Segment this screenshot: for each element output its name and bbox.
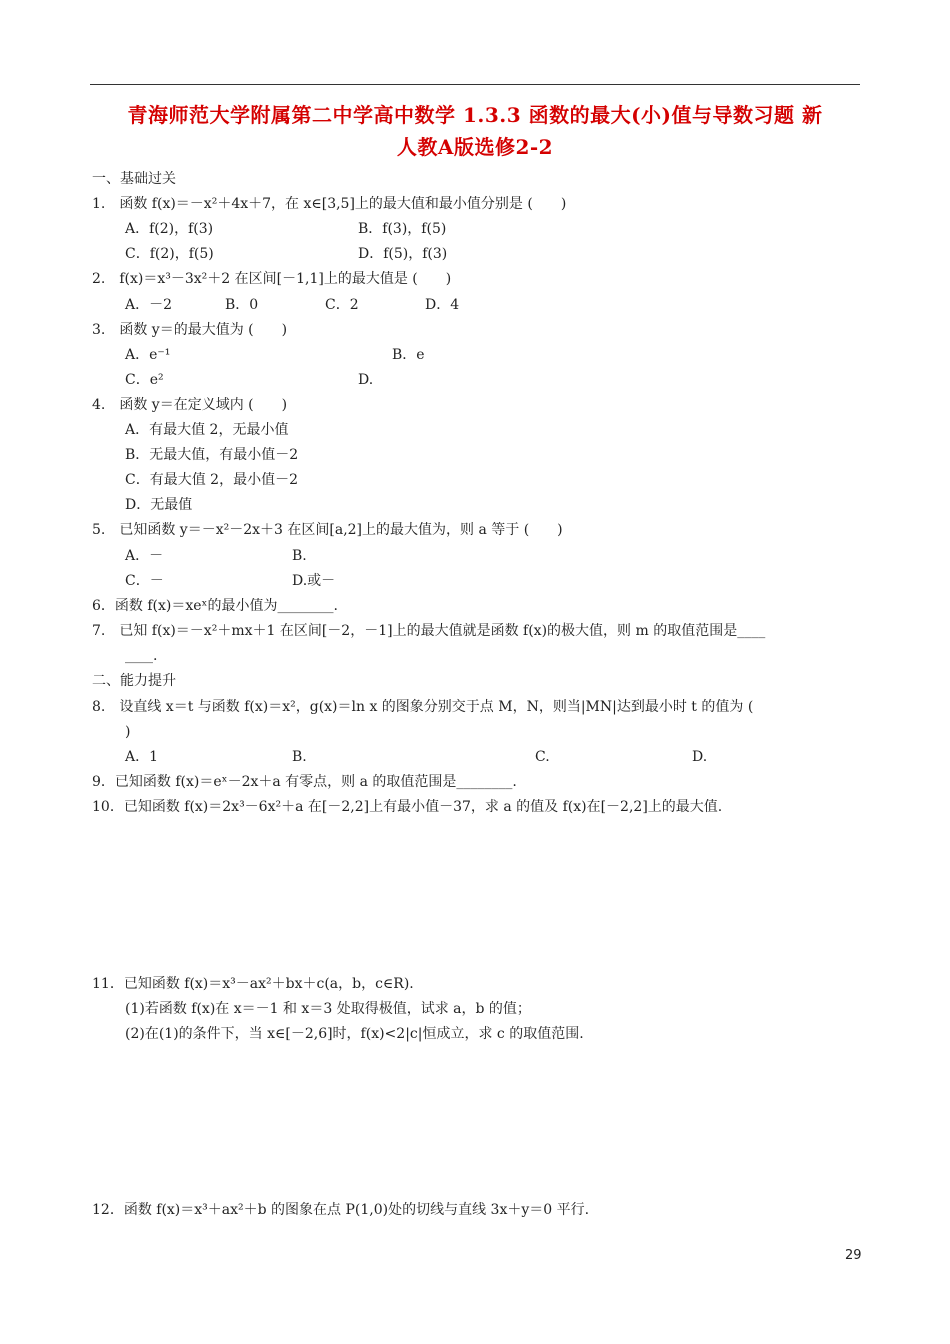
q5-option-a: A．－ (125, 548, 164, 564)
q4-option-d: D．无最值 (125, 497, 193, 513)
q2-option-c: C．2 (325, 297, 359, 313)
q5-option-d: D.或－ (292, 573, 336, 589)
section-heading-basic: 一、基础过关 (92, 171, 176, 187)
question-9: 9．已知函数 f(x)＝eˣ－2x＋a 有零点，则 a 的取值范围是________. (92, 774, 517, 790)
page-number: 29 (845, 1248, 862, 1263)
q8-option-c: C. (535, 749, 550, 765)
document-title-line-1: 青海师范大学附属第二中学高中数学 1.3.3 函数的最大(小)值与导数习题 新 (127, 103, 823, 127)
question-8: 8. 设直线 x＝t 与函数 f(x)＝x²，g(x)＝ln x 的图象分别交于点 M，N，则当|MN|达到最小时 t 的值为 ( (92, 699, 754, 715)
q2-option-d: D．4 (425, 297, 460, 313)
question-2: 2. f(x)＝x³－3x²＋2 在区间[－1,1]上的最大值是 ( ) (92, 271, 452, 287)
q1-option-c: C．f(2)，f(5) (125, 246, 214, 262)
header-rule (90, 84, 860, 85)
q4-option-c: C．有最大值 2，最小值－2 (125, 472, 298, 488)
question-5: 5. 已知函数 y＝－x²－2x＋3 在区间[a,2]上的最大值为，则 a 等于 ( ) (92, 522, 563, 538)
question-11-part-1: (1)若函数 f(x)在 x＝－1 和 x＝3 处取得极值，试求 a，b 的值； (125, 1001, 531, 1017)
question-4: 4. 函数 y＝在定义域内 ( ) (92, 397, 288, 413)
q8-option-b: B. (292, 749, 307, 765)
q4-option-a: A．有最大值 2，无最小值 (125, 422, 289, 438)
q1-option-a: A．f(2)，f(3) (125, 221, 214, 237)
question-7: 7. 已知 f(x)＝－x²＋mx＋1 在区间[－2，－1]上的最大值就是函数 f(x)的极大值，则 m 的取值范围是____ (92, 623, 766, 639)
document-title-line-2: 人教A版选修2-2 (396, 135, 554, 159)
question-11-part-2: (2)在(1)的条件下，当 x∈[－2,6]时，f(x)<2|c|恒成立，求 c 的取值范围. (125, 1026, 584, 1042)
q3-option-b: B．e (392, 347, 425, 363)
q3-option-d: D. (358, 372, 374, 388)
question-1: 1. 函数 f(x)＝－x²＋4x＋7，在 x∈[3,5]上的最大值和最小值分别是 ( ) (92, 196, 567, 212)
q1-option-d: D．f(5)，f(3) (358, 246, 448, 262)
q5-option-c: C．－ (125, 573, 164, 589)
q1-option-b: B．f(3)，f(5) (358, 221, 447, 237)
q8-option-d: D. (692, 749, 708, 765)
question-12: 12．函数 f(x)＝x³＋ax²＋b 的图象在点 P(1,0)处的切线与直线 3x＋y＝0 平行. (92, 1202, 590, 1218)
q8-option-a: A．1 (125, 749, 159, 765)
q2-option-a: A．－2 (125, 297, 173, 313)
question-10: 10．已知函数 f(x)＝2x³－6x²＋a 在[－2,2]上有最小值－37，求 a 的值及 f(x)在[－2,2]上的最大值. (92, 799, 723, 815)
question-11: 11．已知函数 f(x)＝x³－ax²＋bx＋c(a，b，c∈R). (92, 976, 414, 992)
question-7-continued: ____. (125, 648, 158, 664)
question-3: 3. 函数 y＝的最大值为 ( ) (92, 322, 288, 338)
section-heading-advanced: 二、能力提升 (92, 673, 176, 689)
q3-option-c: C．e² (125, 372, 164, 388)
q5-option-b: B. (292, 548, 307, 564)
question-6: 6．函数 f(x)＝xeˣ的最小值为________. (92, 598, 338, 614)
question-8-continued: ) (125, 724, 131, 740)
q2-option-b: B．0 (225, 297, 259, 313)
q3-option-a: A．e⁻¹ (125, 347, 171, 363)
q4-option-b: B．无最大值，有最小值－2 (125, 447, 299, 463)
